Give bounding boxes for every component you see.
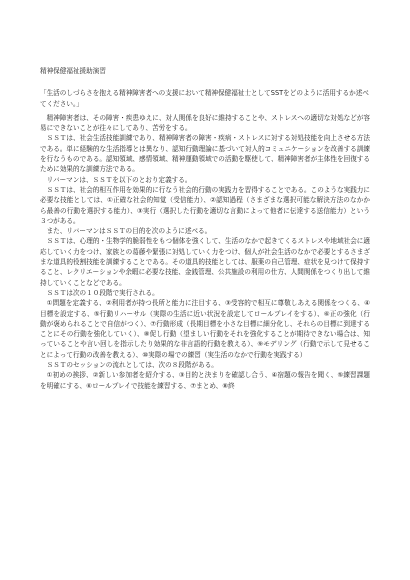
paragraph-liberman-intro: リバーマンは、ＳＳＴを以下のとおり定義する。 [46, 175, 192, 184]
document-subject: 精神保健福祉援助演習 [40, 67, 106, 75]
assignment-question: 「生活のしづらさを抱える精神障害者への支援において精神保健福祉士としてSSTをどのように活用するか述べてください。」 [40, 89, 369, 108]
paragraph-ten-steps: ①問題を定義する、②利用者が持つ長所と能力に注目する、③受容的で相互に尊敬しあえる関係をつくる、④目標を設定する、⑤行動リハーサル（実際の生活に近い状況を設定してロールプレイをする）、⑥正の強化（行動が褒められることで自信がつく）、⑦行動形成（長期目標を小さな目標に細分化し、それらの目標に到達することにその行動を強化していく）、⑧促し行動（望ましい行動をそれを強化することが期待できない場合は、知っていることや言い回しを指示したり効果的な非言語的行動を教える）、⑨モデリング（行動で示して見せることによって行動の改善を教える）、⑩実際の場での練習（実生活のなかで行動を実践する） [40, 299, 370, 359]
paragraph-liberman-purpose-intro: また、リバーマンはＳＳＴの目的を次のように述べる。 [46, 227, 212, 236]
paragraph-intro: 精神障害者は、その障害・疾患ゆえに、対人関係を良好に維持することや、ストレスへの適切な対処などが容易にできないことが往々にしてあり、苦労をする。 [40, 113, 370, 133]
paragraph-session-flow-intro: ＳＳＴのセッションの流れとしては、次の８段階がある。 [46, 361, 218, 370]
paragraph-liberman-purpose: ＳＳＴは、心理的・生物学的脆弱性をもつ個体を強くして、生活のなかで起きてくるストレスや地域社会に適応していく力をつけ、家族との葛藤や緊張に対処していく力をつけ、個人が社会生活のなかで必要とするさまざまな道具的役割技能を訓練することである。その道具的技能としては、服薬の自己管理、症状を見つけて保持すること、レクリエーションや余暇に必要な技能、金銭管理、公共施設の利用の仕方、人間関係をつくり出して維持していくことなどである。 [40, 237, 370, 287]
paragraph-session-flow: ①初めの挨拶、②新しい参加者を紹介する、③目的と決まりを確認し合う、④宿題の報告を聞く、⑤練習課題を明確にする、⑥ロールプレイで技能を練習する、⑦まとめ、⑧終 [40, 371, 370, 390]
paragraph-sst-definition: ＳＳＴは、社会生活技能訓練であり、精神障害者の障害・疾病・ストレスに対する対処技能を向上させる方法である。単に経験的な生活指導とは異なり、認知行動理論に基づいて対人的コミュニケーションを改善する訓練を行なうものである。認知領域、感情領域、精神運動領域での活動を駆使して、精神障害者が主体性を回復するために効果的な訓練方法である。 [40, 134, 370, 174]
paragraph-liberman-definition: ＳＳＴは、社会的相互作用を効果的に行なう社会的行動の実践力を習得することである。このような実践力に必要な技能としては、①正確な社会的知覚（受信能力）、②認知過程（さまざまな選択可能な解決方法のなかから最善の行動を選択する能力）、③実行（選択した行動を適切な言動によって他者に伝達する送信能力）という３つがある。 [40, 185, 370, 225]
paragraph-ten-steps-intro: ＳＳＴは次の１０段階で実行される。 [46, 288, 159, 297]
